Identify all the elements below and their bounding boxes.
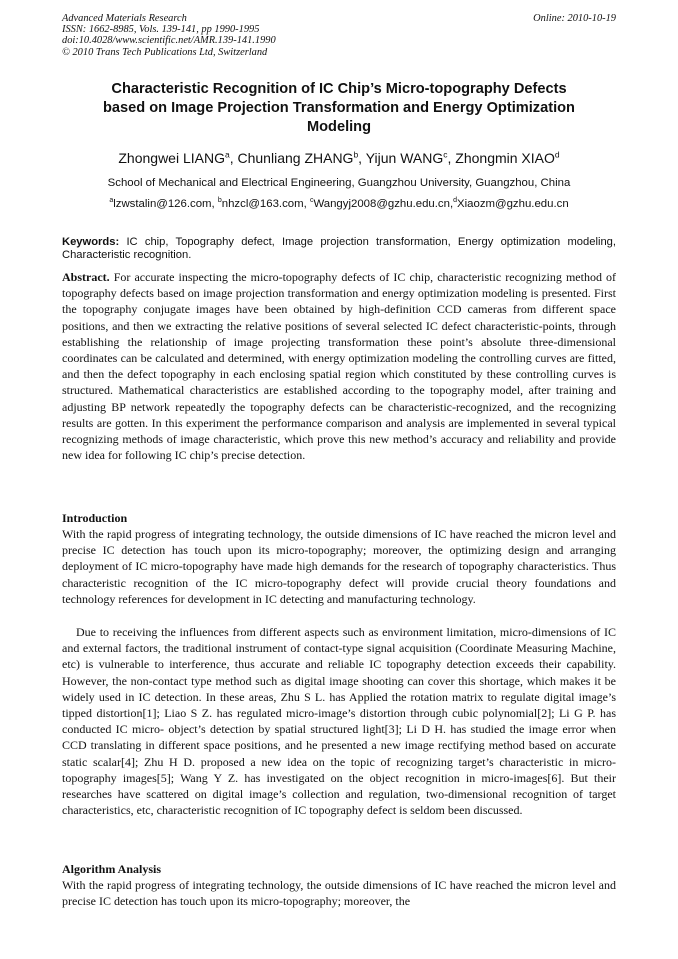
author-name: Chunliang ZHANG	[237, 150, 354, 166]
email-sup: d	[453, 197, 458, 205]
author-sep: ,	[447, 150, 456, 166]
doi-line: doi:10.4028/www.scientific.net/AMR.139-141.1990	[62, 35, 276, 47]
section-heading-algorithm-analysis: Algorithm Analysis	[62, 862, 162, 876]
paper-title	[62, 80, 616, 137]
author-name: Zhongmin XIAO	[455, 150, 555, 166]
title-line: based on Image Projection Transformation and Energy Optimization	[103, 100, 575, 116]
email-address: nhzcl@163.com,	[221, 198, 310, 210]
section-heading-introduction: Introduction	[62, 511, 128, 525]
email-sup: a	[109, 197, 114, 205]
keywords-label: Keywords:	[62, 236, 120, 248]
author-sup: a	[224, 149, 230, 160]
keywords	[62, 236, 616, 263]
author-name: Zhongwei LIANG	[118, 150, 225, 166]
abstract-text: For accurate inspecting the micro-topography defects of IC chip, characteristic recognizing method of topography defects based on image projection transformation and energy optimization modeling is presented. First the topography conjugate images have been obtained by high-definition CCD cameras from different space positions, and then we extracting the relative positions of several selected IC defect characteristic-points, through establishing the relationship of image projecting transformation these point’s absolute three-dimensional coordinates can be calculated and determined, with energy optimization modeling the controlling curves are fitted, and then the defect topography in each enclosing spatial region which constituted by these controlling curves is structured. Mathematical characteristics are established according to the topography model, after training and adjusting BP network repeatedly the topography defects can be characteristic-recognized, and the recognizing results are gotten. In this experiment the performance comparison and analysis are implemented in several typical recognizing methods of image characteristic, which prove this new method’s accuracy and reliability and provide new idea for following IC chip’s precise detection.	[62, 270, 617, 463]
online-date: Online: 2010-10-19	[533, 13, 616, 24]
email-address: Wangyj2008@gzhu.edu.cn,	[313, 198, 454, 210]
author-sep: ,	[229, 150, 238, 166]
keywords-text: IC chip, Topography defect, Image projection transformation, Energy optimization modeling, Characteristic recognition.	[62, 236, 616, 262]
abstract	[62, 269, 616, 463]
issn-line: ISSN: 1662-8985, Vols. 139-141, pp 1990-1995	[62, 24, 260, 36]
paragraph: With the rapid progress of integrating technology, the outside dimensions of IC have reached the micron level and precise IC detection has touch upon its micro-topography; moreover, the optimizing design and arranging deployment of IC micro-topography have made high demands for the research of topography characteristics. Thus characteristic recognition of the IC micro-topography defect will provide crucial theory foundations and technology references for development in IC detecting and manufacturing technology.	[62, 527, 616, 606]
journal-name: Advanced Materials Research	[62, 13, 187, 24]
journal-header	[62, 13, 616, 58]
author-sup: b	[353, 149, 359, 160]
email-list	[62, 197, 616, 211]
affiliation: School of Mechanical and Electrical Engineering, Guangzhou University, Guangzhou, China	[107, 177, 571, 189]
author-sup: d	[554, 149, 560, 160]
author-sep: ,	[358, 150, 366, 166]
author-list	[62, 149, 616, 167]
email-address: lzwstalin@126.com,	[113, 198, 218, 210]
copyright-line: © 2010 Trans Tech Publications Ltd, Switzerland	[62, 46, 268, 58]
paragraph: Due to receiving the influences from different aspects such as environment limitation, micro-dimensions of IC and external factors, the traditional instrument of contact-type signal acquisition (Coordinate Measuring Machine, etc) is vulnerable to interference, thus accurate and reliable IC topography detection exceeds their capability. However, the non-contact type method such as digital image shooting can cover this shortage, which makes it be widely used in IC detection. In these areas, Zhu S L. has Applied the rotation matrix to regulate digital image’s tipped distortion[1]; Liao S Z. has regulated micro-image’s distortion through cubic polynomial[2]; Li G P. has conducted IC micro- object’s detection by spatial structured light[3]; Li D H. has studied the image error when CCD translating in different space positions, and he presented a new image rectifying method based on accurate static scalar[4]; Zhu H D. proposed a new idea on the topic of recognizing target’s characteristic in micro-topography images[5]; Wang Y Z. has investigated on the object recognition in micro-images[6]. But their researches have scattered on digital image’s collection and regulation, two-dimensional recognition of target characteristics, etc, characteristic recognition of IC topography defect is seldom been discussed.	[62, 625, 616, 818]
paragraph: With the rapid progress of integrating technology, the outside dimensions of IC have reached the micron level and precise IC detection has touch upon its micro-topography; moreover, the	[62, 878, 616, 909]
title-line: Characteristic Recognition of IC Chip’s Micro-topography Defects	[111, 81, 567, 97]
title-line: Modeling	[306, 119, 372, 135]
author-sup: c	[443, 149, 448, 160]
abstract-label: Abstract.	[62, 270, 110, 284]
email-address: Xiaozm@gzhu.edu.cn	[457, 198, 569, 210]
email-sup: c	[309, 197, 314, 205]
email-sup: b	[217, 197, 222, 205]
author-name: Yijun WANG	[365, 150, 444, 166]
